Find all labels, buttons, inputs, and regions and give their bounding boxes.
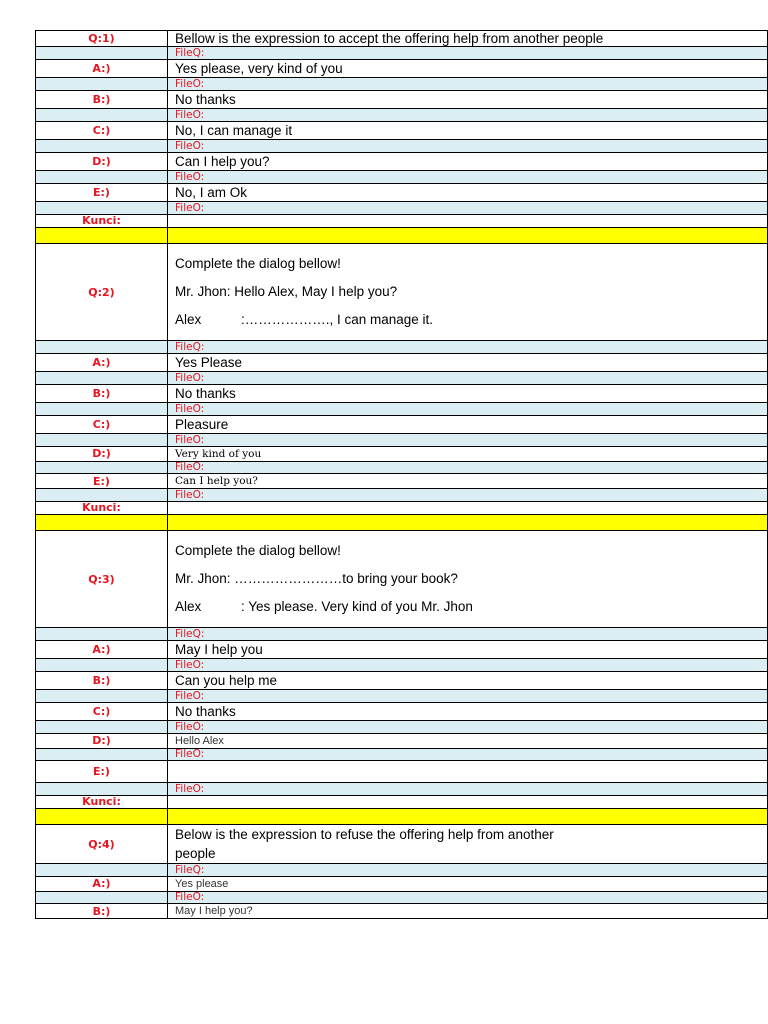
file-label: FileO: <box>175 433 205 446</box>
option-label: C:) <box>36 122 168 140</box>
file-label: FileO: <box>175 488 205 501</box>
option-row <box>35 354 768 373</box>
option-label: D:) <box>36 153 168 171</box>
question-number: Q:2) <box>36 244 168 340</box>
separator-row <box>35 515 768 531</box>
answer-key-row <box>35 502 768 516</box>
option-label: E:) <box>36 474 168 488</box>
answer-key-row <box>35 796 768 810</box>
file-row <box>35 749 768 762</box>
file-row <box>35 721 768 734</box>
option-row <box>35 60 768 79</box>
option-text: No thanks <box>175 703 236 719</box>
option-text: No, I can manage it <box>175 122 293 138</box>
answer-key-label: Kunci: <box>36 502 168 515</box>
option-text: No, I am Ok <box>175 184 248 200</box>
option-label: A:) <box>36 60 168 78</box>
option-label: B:) <box>36 672 168 690</box>
question-line: Complete the dialog bellow! <box>175 543 341 558</box>
file-row <box>35 434 768 447</box>
file-row <box>35 341 768 354</box>
file-row <box>35 783 768 796</box>
file-label: FileO: <box>175 77 205 90</box>
option-row <box>35 416 768 435</box>
file-label: FileQ: <box>175 863 205 876</box>
option-row <box>35 672 768 691</box>
file-label: FileO: <box>175 139 205 152</box>
question-text: Bellow is the expression to accept the offering help from another people <box>175 31 604 46</box>
option-label: A:) <box>36 877 168 891</box>
option-text: May I help you? <box>175 905 253 917</box>
option-label: B:) <box>36 385 168 403</box>
file-label: FileO: <box>175 658 205 671</box>
option-label: E:) <box>36 761 168 782</box>
separator-row <box>35 809 768 825</box>
file-label: FileO: <box>175 170 205 183</box>
option-text: Can I help you? <box>175 153 270 169</box>
option-label: B:) <box>36 91 168 109</box>
option-text: Hello Alex <box>175 734 224 747</box>
answer-key-label: Kunci: <box>36 215 168 228</box>
file-row <box>35 171 768 184</box>
speaker-line: :………………., I can manage it. <box>241 312 434 327</box>
file-label: FileO: <box>175 201 205 214</box>
option-text: Yes please <box>175 877 229 890</box>
file-label: FileO: <box>175 748 205 761</box>
file-label: FileO: <box>175 461 205 474</box>
option-row <box>35 184 768 203</box>
file-row <box>35 690 768 703</box>
option-label: A:) <box>36 641 168 659</box>
option-label: A:) <box>36 354 168 372</box>
file-row <box>35 659 768 672</box>
file-row <box>35 202 768 215</box>
file-row <box>35 864 768 877</box>
file-label: FileO: <box>175 782 205 795</box>
option-text: Very kind of you <box>175 447 262 460</box>
speaker-name: Alex <box>175 312 202 327</box>
file-row <box>35 403 768 416</box>
file-row <box>35 109 768 122</box>
option-text: No thanks <box>175 91 236 107</box>
question-table <box>35 30 768 919</box>
question-row <box>35 30 768 47</box>
question-number: Q:3) <box>36 531 168 627</box>
file-row <box>35 892 768 905</box>
question-row <box>35 531 768 628</box>
file-row <box>35 140 768 153</box>
option-text: Yes please, very kind of you <box>175 60 343 76</box>
question-row <box>35 825 768 864</box>
file-label: FileO: <box>175 402 205 415</box>
option-row <box>35 153 768 172</box>
question-line: people <box>175 846 216 861</box>
question-number: Q:1) <box>36 31 168 46</box>
option-row <box>35 122 768 141</box>
answer-key-label: Kunci: <box>36 796 168 809</box>
option-label: C:) <box>36 416 168 434</box>
question-number: Q:4) <box>36 825 168 863</box>
file-row <box>35 372 768 385</box>
option-text: Yes Please <box>175 354 243 370</box>
question-line: Mr. Jhon: ……………………to bring your book? <box>175 571 458 586</box>
option-text: Pleasure <box>175 416 229 432</box>
option-label: B:) <box>36 904 168 918</box>
answer-key-row <box>35 215 768 229</box>
option-label: D:) <box>36 447 168 461</box>
file-label: FileO: <box>175 108 205 121</box>
file-row <box>35 47 768 60</box>
speaker-name: Alex <box>175 599 202 614</box>
option-label: D:) <box>36 734 168 748</box>
file-row <box>35 78 768 91</box>
option-text: May I help you <box>175 641 263 657</box>
file-row <box>35 489 768 502</box>
question-line: Complete the dialog bellow! <box>175 256 341 271</box>
option-row <box>35 904 768 919</box>
file-label: FileQ: <box>175 46 205 59</box>
option-label: C:) <box>36 703 168 721</box>
file-label: FileQ: <box>175 627 205 640</box>
question-line <box>175 593 767 621</box>
option-text: Can I help you? <box>175 475 258 487</box>
question-row <box>35 244 768 341</box>
option-row <box>35 877 768 892</box>
option-row <box>35 734 768 749</box>
question-line <box>175 306 767 334</box>
option-row <box>35 761 768 783</box>
file-label: FileQ: <box>175 340 205 353</box>
option-text: Can you help me <box>175 672 278 688</box>
question-line: Below is the expression to refuse the offering help from another <box>175 827 554 842</box>
file-row <box>35 628 768 641</box>
speaker-line: : Yes please. Very kind of you Mr. Jhon <box>241 599 473 614</box>
file-label: FileO: <box>175 689 205 702</box>
option-text: No thanks <box>175 385 236 401</box>
option-row <box>35 91 768 110</box>
file-label: FileO: <box>175 720 205 733</box>
option-row <box>35 447 768 462</box>
file-label: FileO: <box>175 891 205 904</box>
question-line: Mr. Jhon: Hello Alex, May I help you? <box>175 284 398 299</box>
separator-row <box>35 228 768 244</box>
option-row <box>35 385 768 404</box>
option-row <box>35 474 768 489</box>
option-label: E:) <box>36 184 168 202</box>
option-row <box>35 703 768 722</box>
file-row <box>35 462 768 475</box>
file-label: FileO: <box>175 371 205 384</box>
option-row <box>35 641 768 660</box>
